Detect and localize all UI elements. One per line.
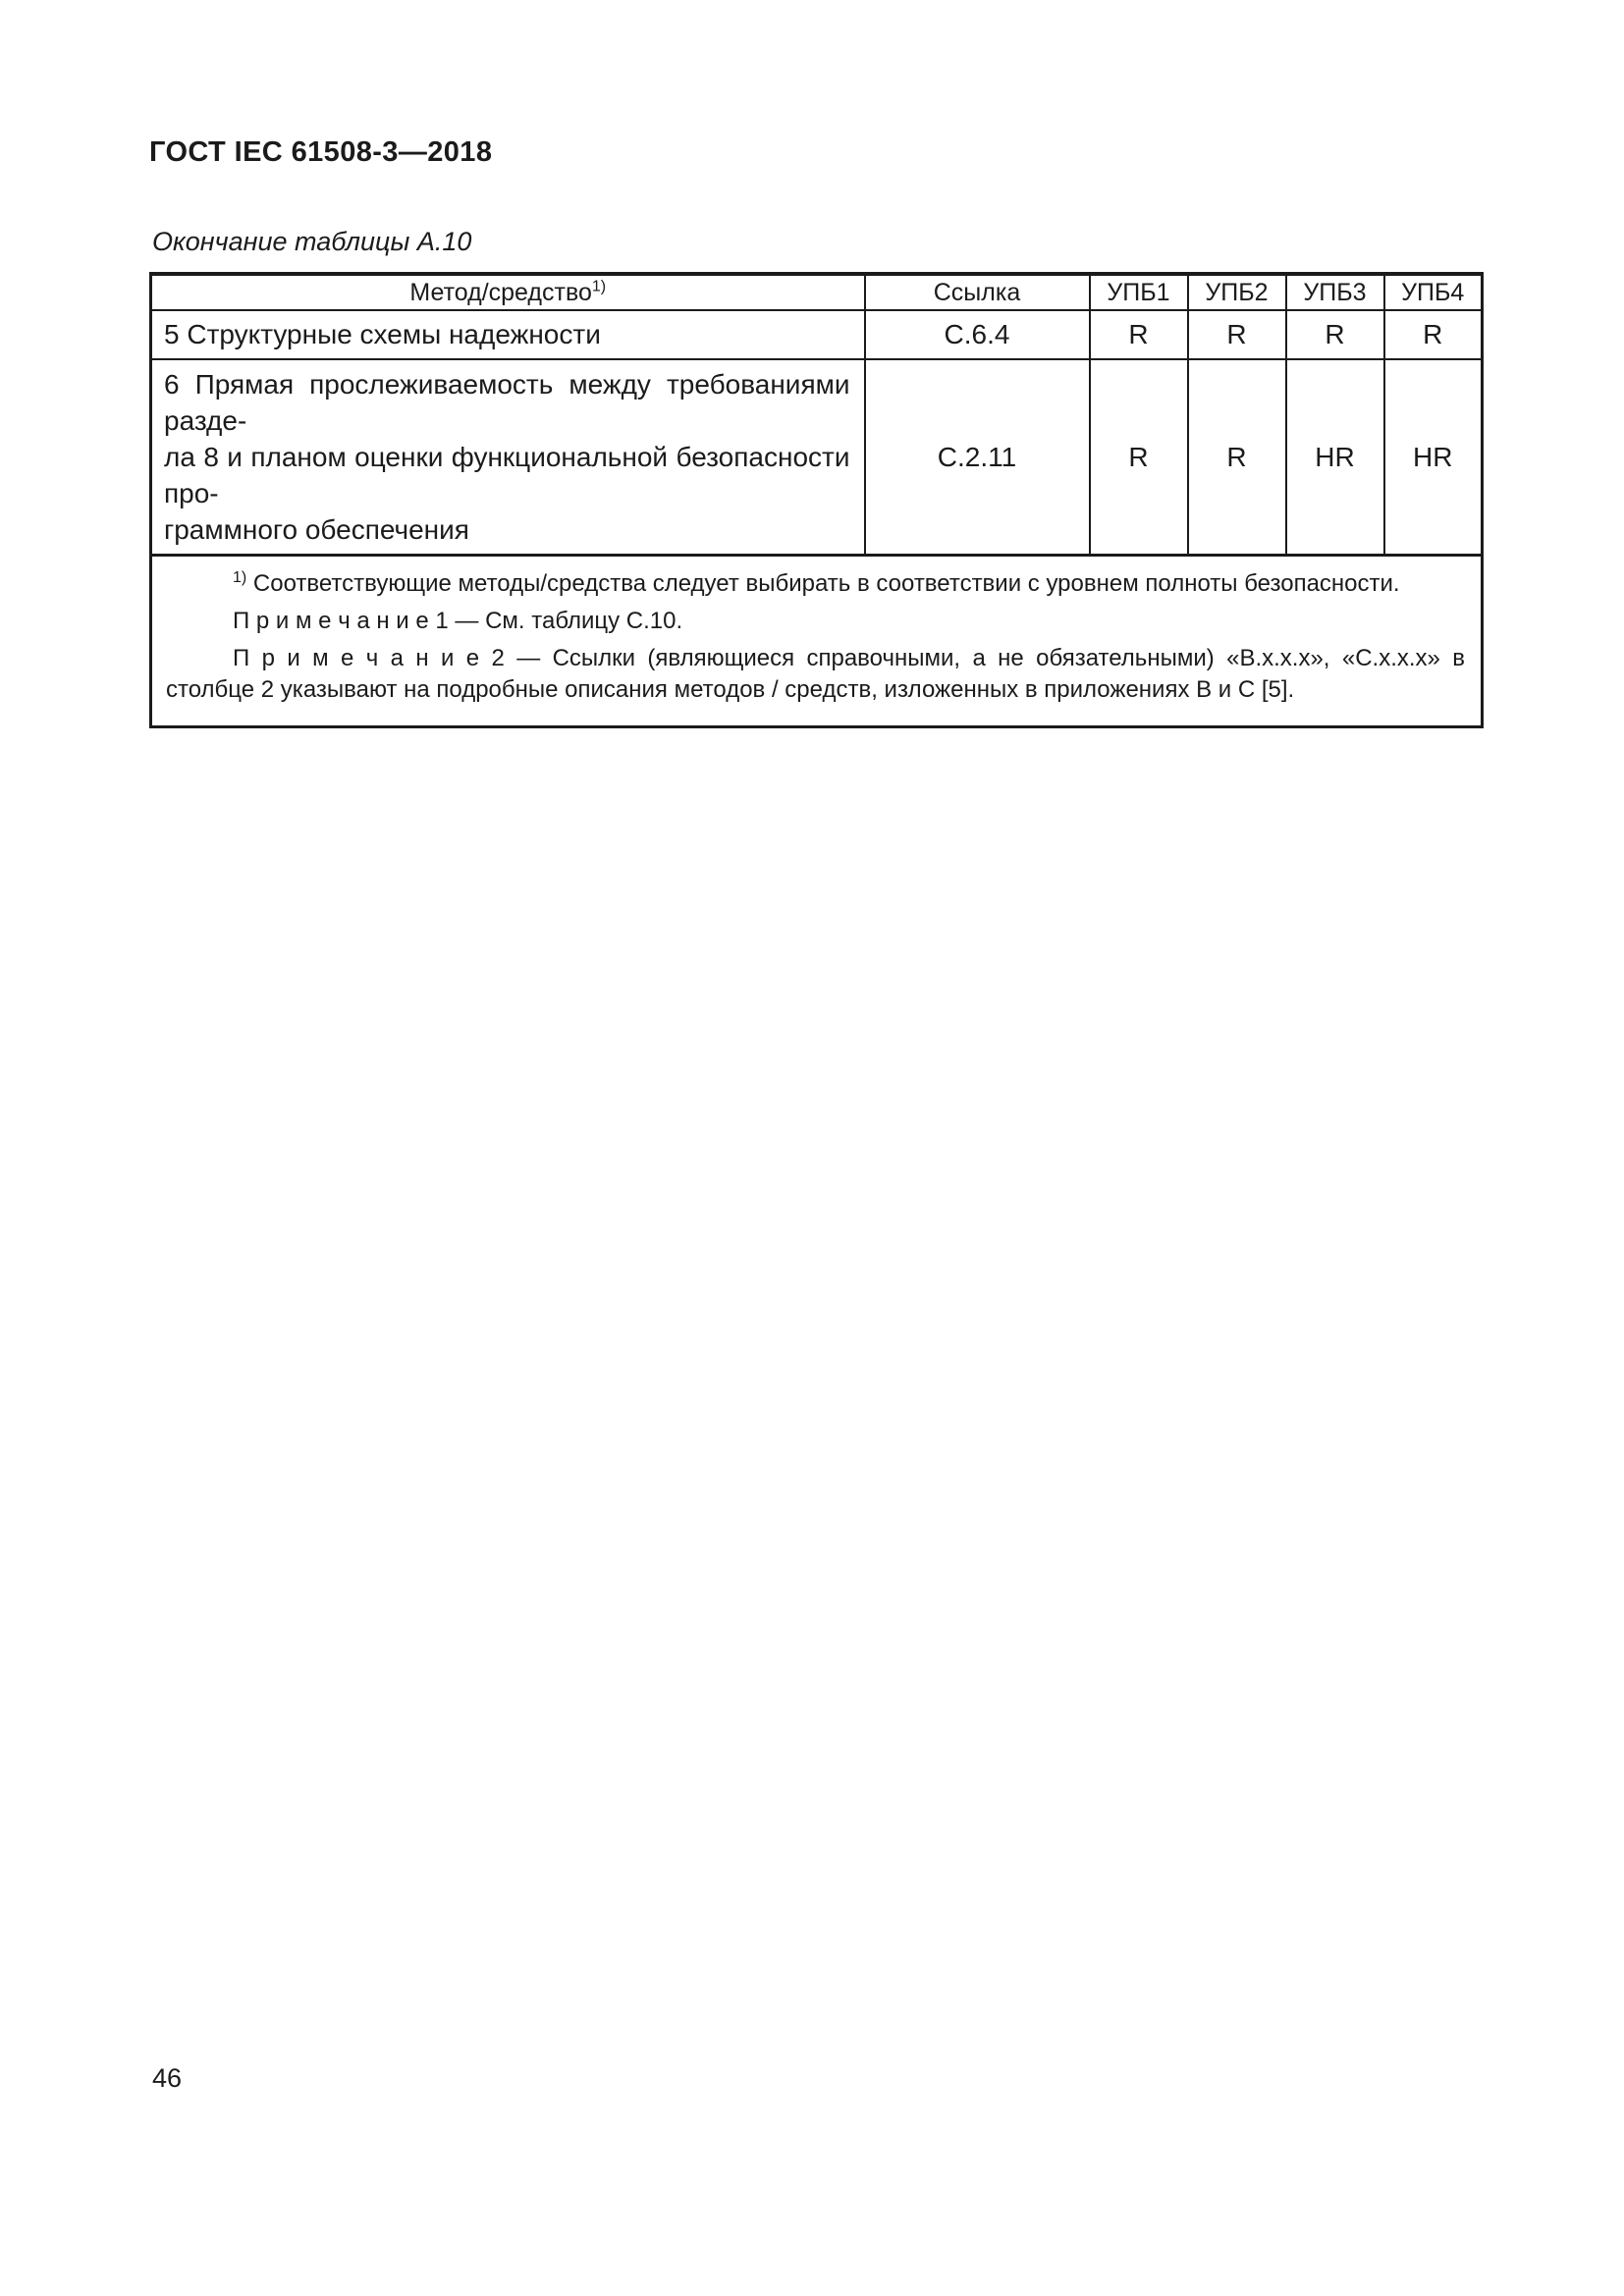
page-number: 46 <box>152 2063 183 2093</box>
document-header: ГОСТ IEC 61508-3—2018 <box>149 136 493 168</box>
col-header-method <box>151 274 865 310</box>
upb4-cell: HR <box>1384 359 1483 556</box>
col-header-upb4: УПБ4 <box>1384 274 1483 310</box>
ref-cell: C.2.11 <box>865 359 1090 556</box>
method-text-line: граммного обеспечения <box>164 514 469 545</box>
note-2 <box>166 643 1465 706</box>
upb2-cell: R <box>1188 310 1286 359</box>
footnote-1-marker: 1) <box>233 569 247 586</box>
col-header-upb1: УПБ1 <box>1090 274 1188 310</box>
table-header-row <box>151 274 1483 310</box>
table-caption: Окончание таблицы А.10 <box>152 227 472 256</box>
notes-cell <box>151 556 1483 727</box>
note-2-line: столбце 2 указывают на подробные описания методов / средств, изложенных в приложениях B и C [5]. <box>166 676 1295 703</box>
col-header-ref: Ссылка <box>865 274 1090 310</box>
method-text-line: 6 Прямая прослеживаемость между требованиями разде- <box>164 369 850 436</box>
note-2-line: П р и м е ч а н и е 2 — Ссылки (являющиеся справочными, а не обязательными) «B.x.x.x», «C.x.x.x» в <box>233 645 1465 671</box>
table-notes-row <box>151 556 1483 727</box>
method-text: 5 Структурные схемы надежности <box>164 318 601 349</box>
col-header-method-label: Метод/средство <box>409 278 592 306</box>
method-footnote-marker: 1) <box>591 278 607 295</box>
upb1-cell: R <box>1090 310 1188 359</box>
ref-cell: C.6.4 <box>865 310 1090 359</box>
col-header-upb2: УПБ2 <box>1188 274 1286 310</box>
table-row <box>151 359 1483 556</box>
note-1: П р и м е ч а н и е 1 — См. таблицу C.10. <box>233 608 683 634</box>
upb4-cell: R <box>1384 310 1483 359</box>
method-text-line: ла 8 и планом оценки функциональной безопасности про- <box>164 442 850 508</box>
footnote-1-text: Соответствующие методы/средства следует выбирать в соответствии с уровнем полноты безопасности. <box>246 570 1400 597</box>
table-a10 <box>149 272 1484 728</box>
table-row <box>151 310 1483 359</box>
upb3-cell: R <box>1286 310 1384 359</box>
method-cell <box>151 359 865 556</box>
upb3-cell: HR <box>1286 359 1384 556</box>
upb2-cell: R <box>1188 359 1286 556</box>
footnote-1 <box>166 568 1465 600</box>
col-header-upb3: УПБ3 <box>1286 274 1384 310</box>
method-cell <box>151 310 865 359</box>
upb1-cell: R <box>1090 359 1188 556</box>
